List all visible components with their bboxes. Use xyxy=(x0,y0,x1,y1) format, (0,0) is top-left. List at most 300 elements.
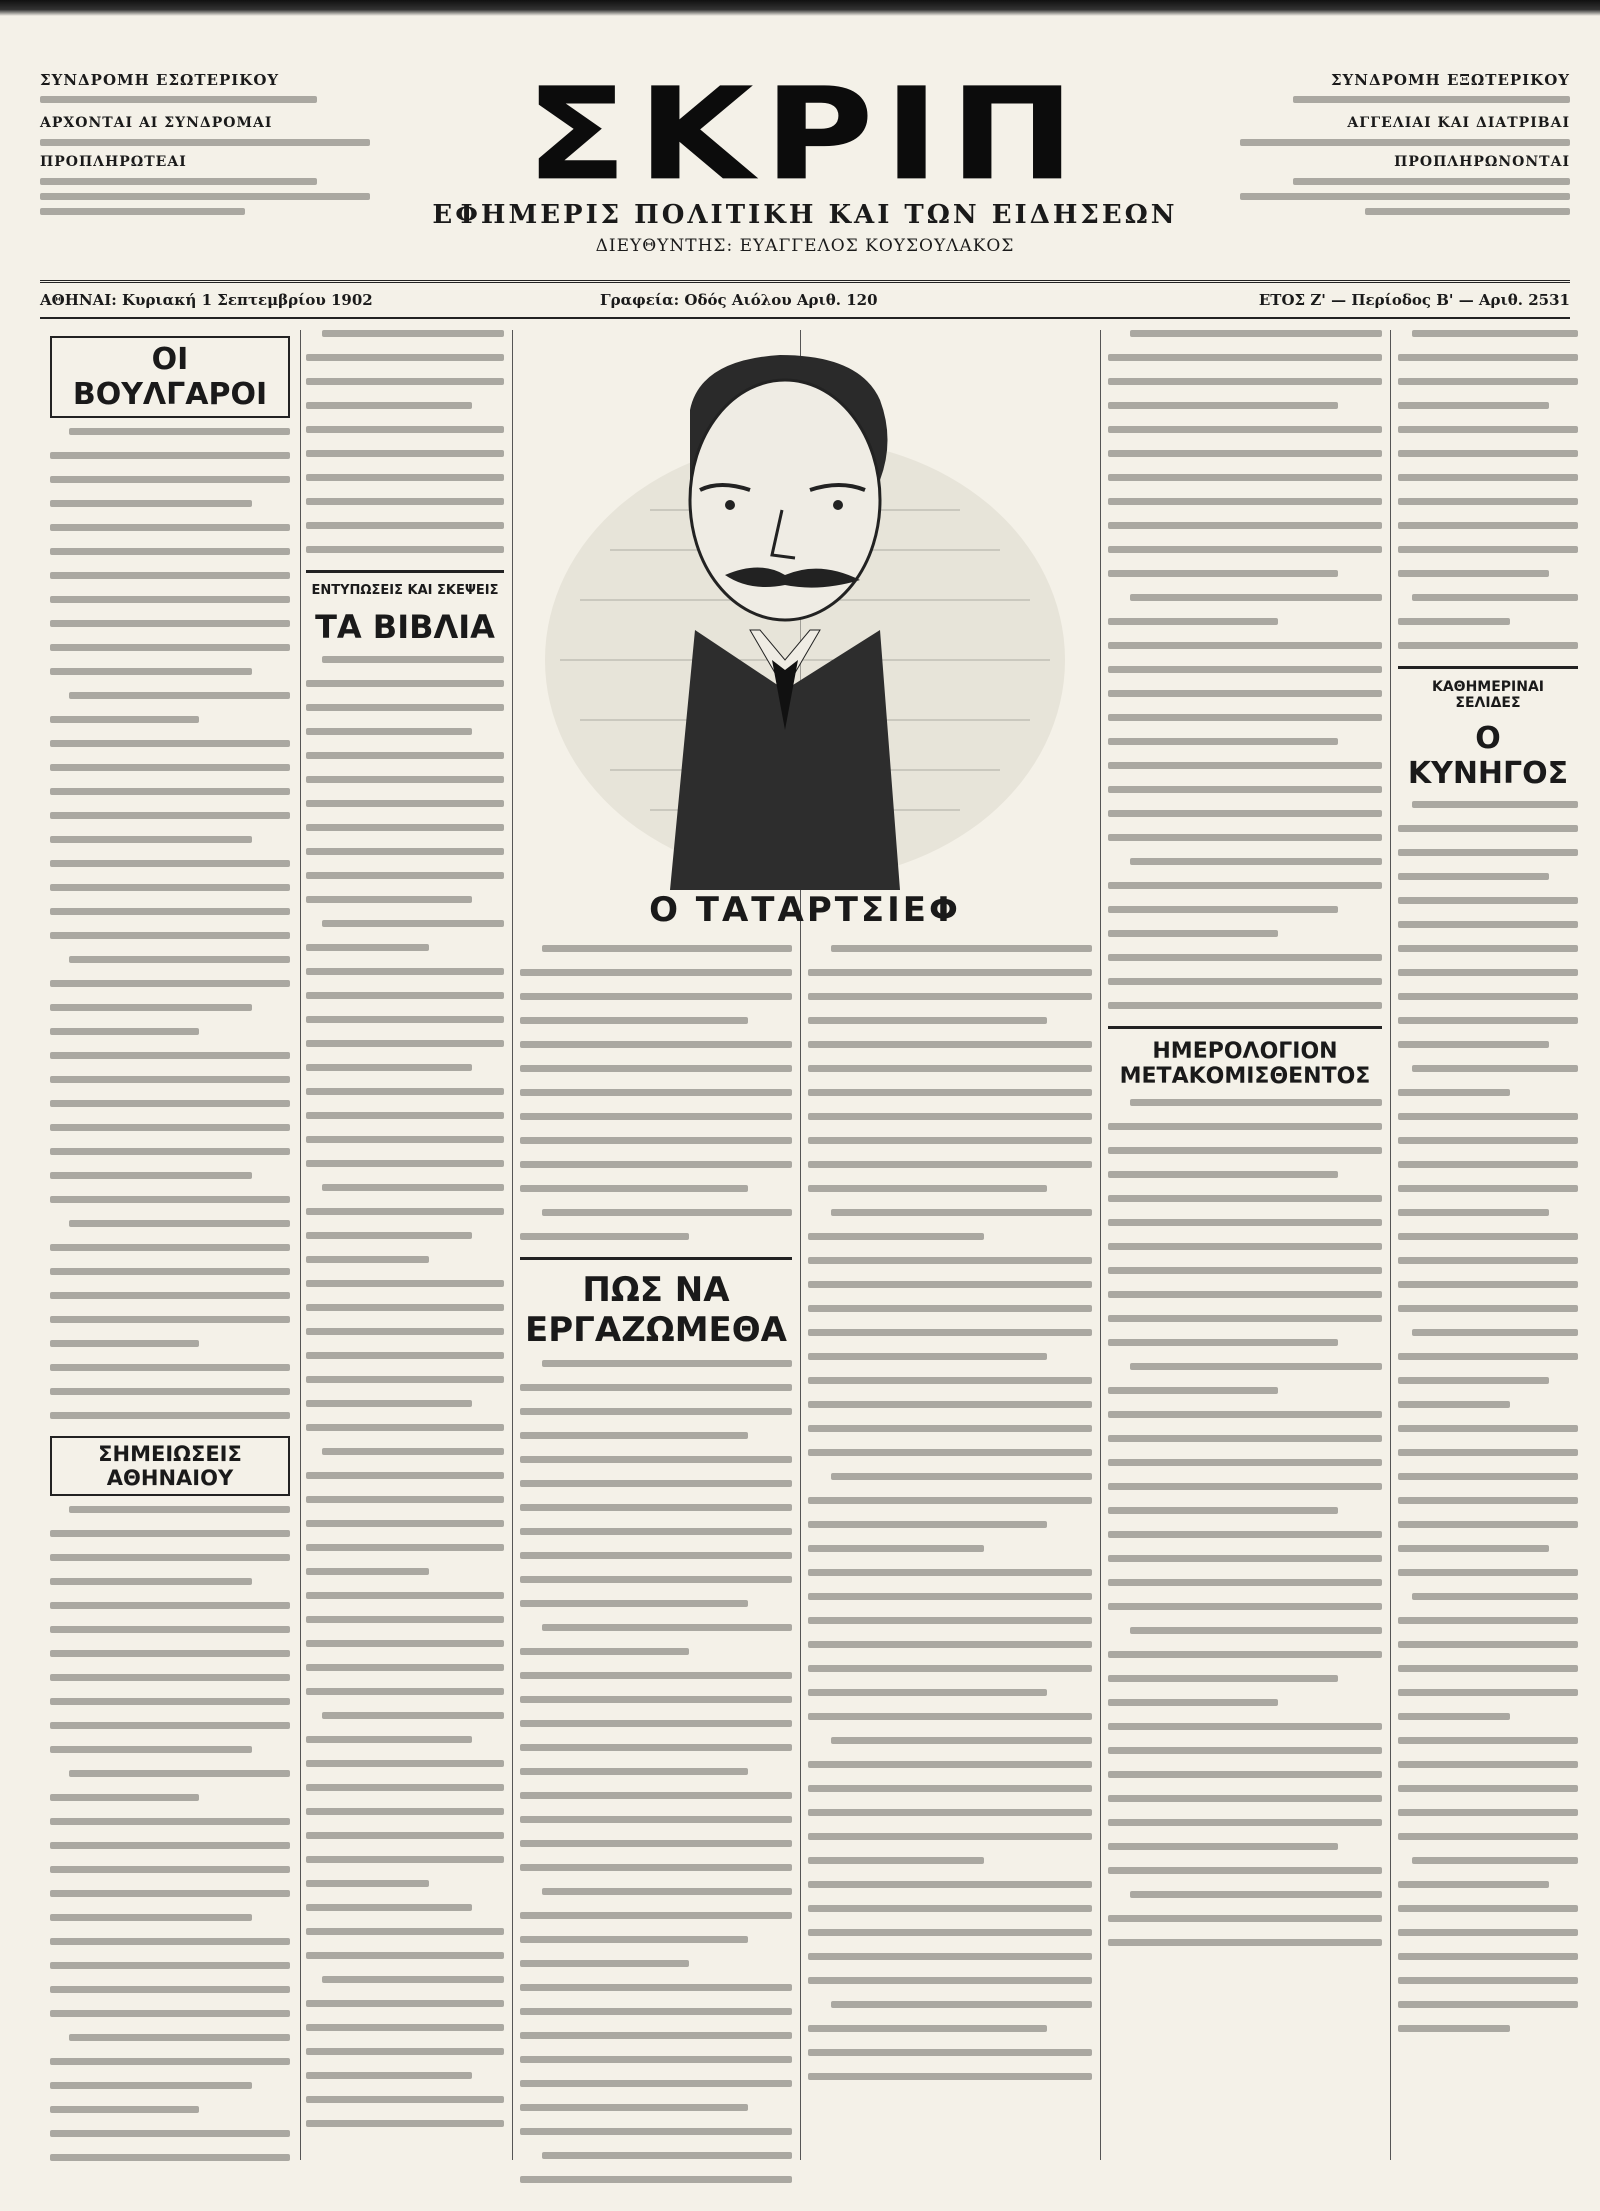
text-line xyxy=(1398,1641,1578,1648)
text-line xyxy=(1108,1675,1338,1682)
text-line xyxy=(306,680,504,687)
text-line xyxy=(831,1209,1092,1216)
text-line xyxy=(1108,1507,1338,1514)
text-line xyxy=(50,2010,290,2017)
text-line xyxy=(520,969,792,976)
text-line xyxy=(69,1506,290,1513)
text-line xyxy=(1108,450,1382,457)
text-line xyxy=(1412,1857,1578,1864)
text-line xyxy=(1108,762,1382,769)
text-line xyxy=(306,1784,504,1791)
text-line xyxy=(520,2176,792,2183)
text-line xyxy=(50,1986,290,1993)
masthead-center xyxy=(400,61,1210,256)
text-line xyxy=(306,1880,429,1887)
text-line xyxy=(306,2024,504,2031)
text-line xyxy=(50,1914,252,1921)
text-line xyxy=(1108,1579,1382,1586)
text-line xyxy=(1108,1291,1382,1298)
text-line xyxy=(520,1113,792,1120)
text-line xyxy=(1398,1161,1578,1168)
text-line xyxy=(1398,1401,1510,1408)
text-line xyxy=(808,1689,1047,1696)
foreign-subscription-heading: ΣΥΝΔΡΟΜΗ ΕΞΩΤΕΡΙΚΟΥ xyxy=(1330,71,1570,89)
text-line xyxy=(1412,801,1578,808)
text-line xyxy=(1398,2001,1578,2008)
text-line xyxy=(50,572,290,579)
text-line xyxy=(1398,1953,1578,1960)
text-line xyxy=(50,1698,290,1705)
text-line xyxy=(306,1064,472,1071)
text-line xyxy=(50,1722,290,1729)
text-line xyxy=(542,1624,792,1631)
text-line xyxy=(1108,690,1382,697)
text-line xyxy=(1398,1497,1578,1504)
text-line xyxy=(50,1076,290,1083)
text-line xyxy=(306,776,504,783)
text-line xyxy=(1108,570,1338,577)
text-line xyxy=(808,1137,1092,1144)
text-line xyxy=(50,1148,290,1155)
portrait-engraving-icon xyxy=(520,330,1090,890)
article-title-athenian-notes: ΣΗΜΕΙΩΣΕΙΣ ΑΘΗΝΑΙΟΥ xyxy=(50,1436,290,1496)
text-line xyxy=(50,1842,290,1849)
text-line xyxy=(1108,1939,1382,1946)
text-line xyxy=(1398,1545,1549,1552)
text-line xyxy=(520,1600,748,1607)
text-line xyxy=(1108,1651,1382,1658)
text-line xyxy=(808,1161,1092,1168)
text-line xyxy=(306,944,429,951)
column-rule xyxy=(300,330,301,2160)
text-line xyxy=(542,2152,792,2159)
ads-heading: ΑΓΓΕΛΙΑΙ ΚΑΙ ΔΙΑΤΡΙΒΑΙ xyxy=(1347,115,1570,131)
text-line xyxy=(808,1497,1092,1504)
article-body xyxy=(1108,330,1382,1009)
text-line xyxy=(306,1160,504,1167)
text-line xyxy=(1108,978,1382,985)
text-line xyxy=(50,1052,290,1059)
text-line xyxy=(50,2082,252,2089)
text-line xyxy=(50,1818,290,1825)
text-line xyxy=(322,920,504,927)
text-line xyxy=(808,1713,1092,1720)
text-line xyxy=(520,2008,792,2015)
text-line xyxy=(808,1305,1092,1312)
text-line xyxy=(1398,474,1578,481)
text-line xyxy=(1130,594,1382,601)
text-line xyxy=(50,812,290,819)
text-line xyxy=(1130,858,1382,865)
director-line: ΔΙΕΥΘΥΝΤΗΣ: ΕΥΑΓΓΕΛΟΣ ΚΟΥΣΟΥΛΑΚΟΣ xyxy=(595,236,1015,256)
text-line xyxy=(808,1977,1092,1984)
portrait-illustration xyxy=(520,330,1090,890)
text-line xyxy=(50,2130,290,2137)
text-line xyxy=(831,1473,1092,1480)
text-line xyxy=(306,992,504,999)
text-line xyxy=(306,1472,504,1479)
text-line xyxy=(542,945,792,952)
text-line xyxy=(1398,993,1578,1000)
text-line xyxy=(1398,921,1578,928)
text-line xyxy=(1108,1819,1382,1826)
text-line xyxy=(808,1017,1047,1024)
text-line xyxy=(1108,1483,1382,1490)
text-line xyxy=(1108,1555,1382,1562)
text-line xyxy=(306,2048,504,2055)
article-title-the-hunter: Ο ΚΥΝΗΓΟΣ xyxy=(1407,721,1569,791)
text-line xyxy=(50,908,290,915)
text-line xyxy=(520,2032,792,2039)
text-line xyxy=(1108,810,1382,817)
article-body xyxy=(50,1506,290,2161)
text-line xyxy=(1398,1833,1578,1840)
text-line xyxy=(520,2056,792,2063)
text-line xyxy=(1412,594,1578,601)
text-line xyxy=(1108,738,1338,745)
text-line xyxy=(306,1592,504,1599)
text-line xyxy=(808,1761,1092,1768)
text-line xyxy=(50,524,290,531)
text-line xyxy=(1398,1377,1549,1384)
text-line xyxy=(69,1220,290,1227)
text-line xyxy=(808,1953,1092,1960)
prepaid-heading: ΠΡΟΠΛΗΡΩΤΕΑΙ xyxy=(40,154,187,170)
text-line xyxy=(1398,522,1578,529)
text-line xyxy=(808,1257,1092,1264)
text-line xyxy=(50,932,290,939)
text-line xyxy=(520,1840,792,1847)
text-line xyxy=(1108,930,1278,937)
text-line xyxy=(50,1004,252,1011)
text-line xyxy=(1398,1353,1578,1360)
text-line xyxy=(306,2072,472,2079)
text-line xyxy=(1130,1891,1382,1898)
text-line xyxy=(831,945,1092,952)
text-line xyxy=(306,1208,504,1215)
newspaper-title: ΣΚΡΙΠ xyxy=(525,61,1085,209)
text-line xyxy=(1398,1209,1549,1216)
dateline xyxy=(40,280,1570,319)
text-line xyxy=(520,1696,792,1703)
text-line xyxy=(306,1664,504,1671)
text-line xyxy=(306,1256,429,1263)
text-line xyxy=(306,546,504,553)
text-line xyxy=(808,969,1092,976)
text-line xyxy=(50,1554,290,1561)
text-line xyxy=(520,1576,792,1583)
text-line xyxy=(50,1364,290,1371)
text-line xyxy=(50,1028,199,1035)
text-line xyxy=(50,1578,252,1585)
text-line xyxy=(1398,354,1578,361)
text-line xyxy=(1108,354,1382,361)
text-line xyxy=(306,1424,504,1431)
text-line xyxy=(831,2001,1092,2008)
text-line xyxy=(306,1352,504,1359)
text-line xyxy=(520,1504,792,1511)
text-line xyxy=(808,1449,1092,1456)
text-line xyxy=(520,1984,792,1991)
text-line xyxy=(1398,1305,1578,1312)
text-line xyxy=(1130,330,1382,337)
text-line xyxy=(50,1244,290,1251)
text-line xyxy=(306,1088,504,1095)
text-line xyxy=(1130,1099,1382,1106)
text-line xyxy=(1108,1771,1382,1778)
text-line xyxy=(808,1233,984,1240)
text-line xyxy=(50,1602,290,1609)
text-line xyxy=(50,980,290,987)
text-line xyxy=(1108,834,1382,841)
text-line xyxy=(50,668,252,675)
text-line xyxy=(50,1100,290,1107)
text-line xyxy=(1108,1411,1382,1418)
text-line xyxy=(520,2104,748,2111)
text-line xyxy=(306,872,504,879)
text-line xyxy=(322,330,504,337)
text-line xyxy=(1108,1243,1382,1250)
text-line xyxy=(520,2128,792,2135)
text-line xyxy=(520,1408,792,1415)
text-line xyxy=(306,2096,504,2103)
text-line xyxy=(1130,1363,1382,1370)
text-line xyxy=(1398,1881,1549,1888)
article-body xyxy=(1108,1099,1382,1946)
text-line xyxy=(1398,618,1510,625)
text-line xyxy=(306,1928,504,1935)
column-1 xyxy=(50,330,290,2178)
text-line xyxy=(520,2080,792,2087)
text-line xyxy=(1398,1809,1578,1816)
text-line xyxy=(1398,1017,1578,1024)
text-line xyxy=(808,1521,1047,1528)
text-line xyxy=(306,1736,472,1743)
text-line xyxy=(50,1196,290,1203)
text-line xyxy=(306,1832,504,1839)
text-line xyxy=(50,620,290,627)
text-line xyxy=(542,1888,792,1895)
text-line xyxy=(306,2000,504,2007)
text-line xyxy=(1398,546,1578,553)
text-line xyxy=(50,1650,290,1657)
text-line xyxy=(306,1136,504,1143)
text-line xyxy=(1108,714,1382,721)
text-line xyxy=(50,1530,290,1537)
text-line xyxy=(1108,786,1382,793)
text-line xyxy=(50,1962,290,1969)
text-line xyxy=(1108,498,1382,505)
text-line xyxy=(520,1089,792,1096)
text-line xyxy=(50,644,290,651)
text-line xyxy=(1412,1593,1578,1600)
text-line xyxy=(520,1912,792,1919)
text-line xyxy=(520,1233,689,1240)
masthead-right-box xyxy=(1240,70,1570,215)
text-line xyxy=(808,1545,984,1552)
text-line xyxy=(520,1648,689,1655)
text-line xyxy=(1108,666,1382,673)
text-line xyxy=(1398,1449,1578,1456)
text-line xyxy=(1108,1435,1382,1442)
text-line xyxy=(1108,954,1382,961)
text-line xyxy=(1108,1147,1382,1154)
text-line xyxy=(808,1905,1092,1912)
text-line xyxy=(306,402,472,409)
text-line xyxy=(306,896,472,903)
article-body xyxy=(808,945,1092,2080)
text-line xyxy=(808,1425,1092,1432)
column-3b xyxy=(808,945,1092,2097)
text-line xyxy=(306,1232,472,1239)
text-line xyxy=(1398,1569,1578,1576)
text-line xyxy=(1412,330,1578,337)
office-address: Γραφεία: Οδός Αιόλου Αριθ. 120 xyxy=(600,291,878,309)
column-rule xyxy=(1100,330,1101,2160)
text-line xyxy=(306,426,504,433)
text-line xyxy=(306,1496,504,1503)
text-line xyxy=(1398,1281,1578,1288)
binding-strip xyxy=(0,0,1600,16)
text-line xyxy=(520,1960,689,1967)
article-title-books: ΤΑ ΒΙΒΛΙΑ xyxy=(315,608,495,646)
column-2 xyxy=(306,330,504,2144)
text-line xyxy=(50,884,290,891)
text-line xyxy=(306,1376,504,1383)
text-line xyxy=(520,1936,748,1943)
text-line xyxy=(520,1185,748,1192)
portrait-caption: Ο ΤΑΤΑΡΤΣΙΕΦ xyxy=(649,890,961,930)
text-line xyxy=(542,1209,792,1216)
text-line xyxy=(1108,1795,1382,1802)
text-line xyxy=(50,1316,290,1323)
text-line xyxy=(1398,1977,1578,1984)
text-line xyxy=(1398,1785,1578,1792)
column-5 xyxy=(1398,330,1578,2049)
text-line xyxy=(50,1674,290,1681)
text-line xyxy=(1108,546,1382,553)
text-line xyxy=(1398,1137,1578,1144)
text-line xyxy=(1398,402,1549,409)
text-line xyxy=(1398,498,1578,505)
text-line xyxy=(322,1448,504,1455)
text-line xyxy=(50,2154,290,2161)
text-line xyxy=(1108,1339,1338,1346)
text-line xyxy=(808,1113,1092,1120)
text-line xyxy=(808,1785,1092,1792)
text-line xyxy=(50,716,199,723)
text-line xyxy=(322,1184,504,1191)
text-line xyxy=(306,1328,504,1335)
text-line xyxy=(306,498,504,505)
text-line xyxy=(1398,1113,1578,1120)
domestic-subscription-heading: ΣΥΝΔΡΟΜΗ ΕΣΩΤΕΡΙΚΟΥ xyxy=(40,71,280,89)
text-line xyxy=(1108,1387,1278,1394)
article-body xyxy=(1398,801,1578,2032)
text-line xyxy=(306,354,504,361)
text-line xyxy=(808,1329,1092,1336)
text-line xyxy=(69,956,290,963)
article-title-how-to-work: ΠΩΣ ΝΑ ΕΡΓΑΖΩΜΕΘΑ xyxy=(525,1270,787,1350)
text-line xyxy=(1398,1689,1578,1696)
text-line xyxy=(1108,1171,1338,1178)
text-line xyxy=(306,378,504,385)
text-line xyxy=(306,1016,504,1023)
text-line xyxy=(306,1280,504,1287)
text-line xyxy=(1108,1315,1382,1322)
article-body xyxy=(520,945,792,1240)
text-line xyxy=(1108,1219,1382,1226)
text-line xyxy=(50,1794,199,1801)
text-line xyxy=(808,1665,1092,1672)
text-line xyxy=(808,1593,1092,1600)
text-line xyxy=(1108,1915,1382,1922)
text-line xyxy=(306,1544,504,1551)
text-line xyxy=(50,788,290,795)
text-line xyxy=(69,428,290,435)
text-line xyxy=(322,656,504,663)
text-line xyxy=(306,752,504,759)
text-line xyxy=(50,2058,290,2065)
text-line xyxy=(1108,474,1382,481)
text-line xyxy=(50,548,290,555)
column-4 xyxy=(1108,330,1382,1963)
text-line xyxy=(306,2120,504,2127)
text-line xyxy=(520,1552,792,1559)
column-3 xyxy=(520,945,792,2200)
text-line xyxy=(1398,849,1578,856)
text-line xyxy=(520,1432,748,1439)
text-line xyxy=(50,1746,252,1753)
ads-prepaid-heading: ΠΡΟΠΛΗΡΩΝΟΝΤΑΙ xyxy=(1394,154,1570,170)
text-line xyxy=(1398,897,1578,904)
text-line xyxy=(520,1137,792,1144)
text-line xyxy=(808,1929,1092,1936)
text-line xyxy=(1108,1531,1382,1538)
column-rule xyxy=(1390,330,1391,2160)
text-line xyxy=(306,1808,504,1815)
text-line xyxy=(306,824,504,831)
text-line xyxy=(1398,1041,1549,1048)
text-line xyxy=(831,1737,1092,1744)
text-line xyxy=(808,1641,1092,1648)
text-line xyxy=(520,1768,748,1775)
text-line xyxy=(50,1938,290,1945)
text-line xyxy=(1108,378,1382,385)
text-line xyxy=(520,1017,748,1024)
text-line xyxy=(520,1528,792,1535)
text-line xyxy=(50,1866,290,1873)
text-line xyxy=(1108,1267,1382,1274)
article-body xyxy=(306,330,504,553)
text-line xyxy=(306,1568,429,1575)
text-line xyxy=(1398,1929,1578,1936)
text-line xyxy=(1108,1699,1278,1706)
text-line xyxy=(50,1412,290,1419)
text-line xyxy=(808,1401,1092,1408)
text-line xyxy=(50,860,290,867)
text-line xyxy=(1108,1747,1382,1754)
text-line xyxy=(808,1881,1092,1888)
date-and-place: ΑΘΗΝΑΙ: Κυριακή 1 Σεπτεμβρίου 1902 xyxy=(40,291,373,309)
text-line xyxy=(808,1833,1092,1840)
text-line xyxy=(520,1816,792,1823)
text-line xyxy=(520,1161,792,1168)
text-line xyxy=(1398,450,1578,457)
text-line xyxy=(1398,1905,1578,1912)
article-body xyxy=(50,428,290,1419)
article-body xyxy=(306,656,504,2127)
